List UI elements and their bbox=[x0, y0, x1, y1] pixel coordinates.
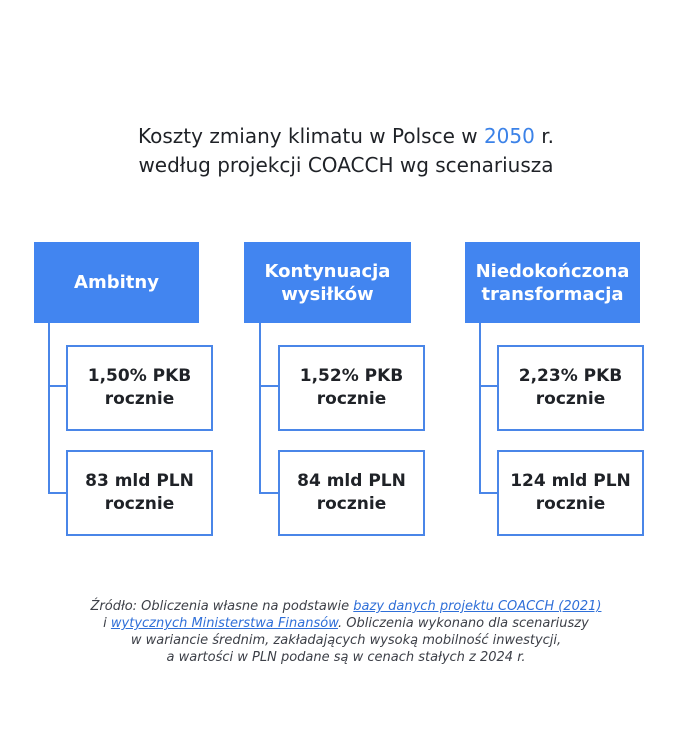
source-line-4: a wartości w PLN podane są w cenach stałych z 2024 r. bbox=[166, 650, 526, 665]
connector-horizontal-3b bbox=[479, 492, 497, 494]
scenario-header-niedokonczona: Niedokończona transformacja bbox=[465, 242, 640, 323]
value-box-kontynuacja-cost: 84 mld PLN rocznie bbox=[278, 450, 425, 536]
title-line-2: według projekcji COACCH wg scenariusza bbox=[138, 153, 554, 177]
connector-vertical-2 bbox=[259, 323, 261, 494]
connector-horizontal-2a bbox=[259, 385, 278, 387]
title-year: 2050 bbox=[483, 124, 535, 148]
value-box-kontynuacja-gdp: 1,52% PKB rocznie bbox=[278, 345, 425, 431]
value-box-niedokonczona-cost: 124 mld PLN rocznie bbox=[497, 450, 644, 536]
source-line-3: w wariancie średnim, zakładających wysoką mobilność inwestycji, bbox=[130, 633, 562, 648]
connector-horizontal-1b bbox=[48, 492, 66, 494]
scenario-header-kontynuacja: Kontynuacja wysiłków bbox=[244, 242, 411, 323]
source-note bbox=[0, 598, 692, 666]
scenario-header-ambitny: Ambitny bbox=[34, 242, 199, 323]
source-line-2: i wytycznych Ministerstwa Finansów. Obliczenia wykonano dla scenariuszy bbox=[103, 616, 589, 631]
value-box-ambitny-cost: 83 mld PLN rocznie bbox=[66, 450, 213, 536]
connector-vertical-1 bbox=[48, 323, 50, 494]
connector-horizontal-3a bbox=[479, 385, 497, 387]
title-line-1: Koszty zmiany klimatu w Polsce w 2050 r. bbox=[138, 124, 554, 148]
connector-vertical-3 bbox=[479, 323, 481, 494]
value-box-ambitny-gdp: 1,50% PKB rocznie bbox=[66, 345, 213, 431]
source-link-coacch[interactable]: bazy danych projektu COACCH (2021) bbox=[353, 599, 602, 614]
connector-horizontal-1a bbox=[48, 385, 66, 387]
chart-title bbox=[0, 122, 692, 180]
source-line-1: Źródło: Obliczenia własne na podstawie bazy danych projektu COACCH (2021) bbox=[90, 599, 602, 614]
value-box-niedokonczona-gdp: 2,23% PKB rocznie bbox=[497, 345, 644, 431]
connector-horizontal-2b bbox=[259, 492, 278, 494]
source-link-ministerstwo[interactable]: wytycznych Ministerstwa Finansów bbox=[110, 616, 339, 631]
